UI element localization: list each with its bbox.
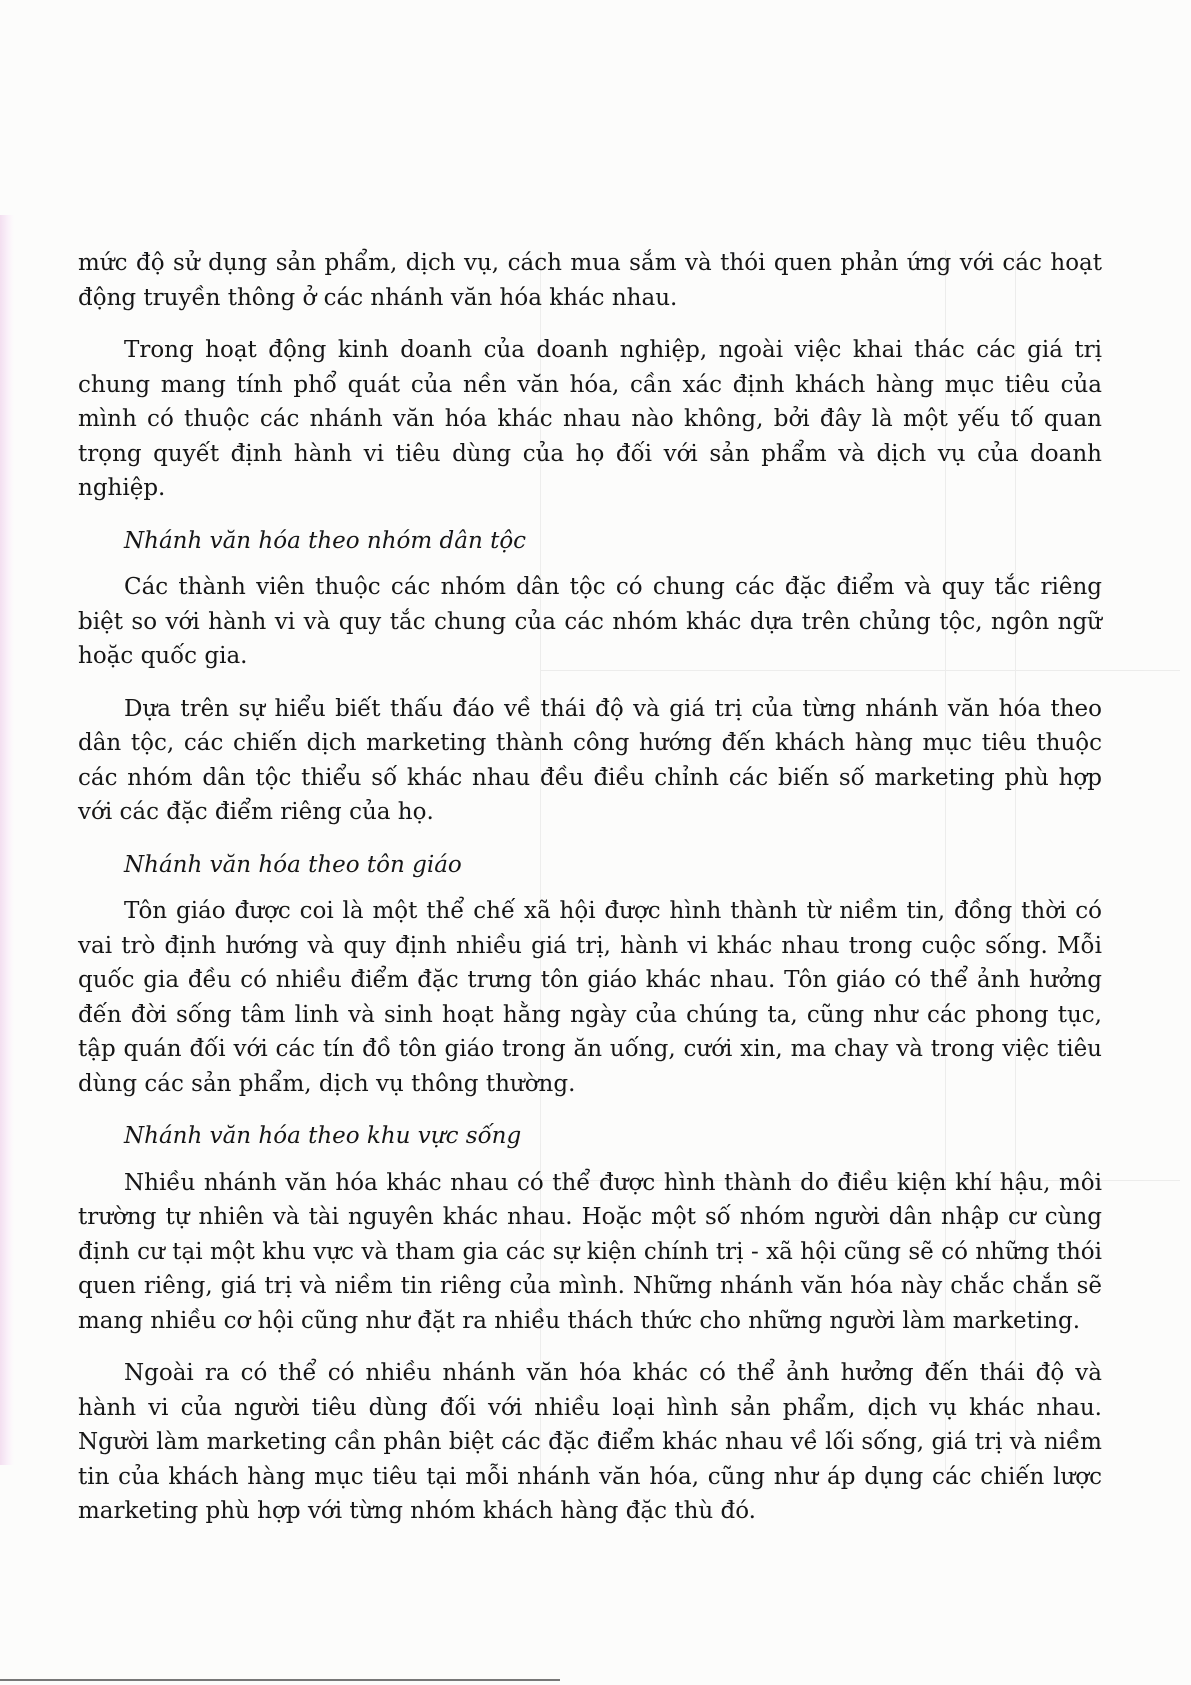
footer-divider: [0, 1679, 560, 1681]
section-heading: Nhánh văn hóa theo khu vực sống: [124, 1123, 522, 1149]
body-paragraph: Nhiều nhánh văn hóa khác nhau có thể được hình thành do điều kiện khí hậu, môi trường tự nhiên và tài nguyên khác nhau. Hoặc một số nhóm người dân nhập cư cùng định cư tại một khu vực và tham gia các sự kiện chính trị - xã hội cũng sẽ có những thói quen riêng, giá trị và niềm tin riêng của mình. Những nhánh văn hóa này chắc chắn sẽ mang nhiều cơ hội cũng như đặt ra nhiều thách thức cho những người làm marketing.: [78, 1169, 1102, 1334]
body-paragraph: mức độ sử dụng sản phẩm, dịch vụ, cách mua sắm và thói quen phản ứng với các hoạt động truyền thông ở các nhánh văn hóa khác nhau.: [78, 250, 1102, 311]
body-paragraph: Các thành viên thuộc các nhóm dân tộc có chung các đặc điểm và quy tắc riêng biệt so với hành vi và quy tắc chung của các nhóm khác dựa trên chủng tộc, ngôn ngữ hoặc quốc gia.: [78, 574, 1102, 669]
section-heading: Nhánh văn hóa theo tôn giáo: [124, 851, 462, 878]
section-heading: Nhánh văn hóa theo nhóm dân tộc: [124, 527, 527, 554]
body-paragraph: Ngoài ra có thể có nhiều nhánh văn hóa khác có thể ảnh hưởng đến thái độ và hành vi của người tiêu dùng đối với nhiều loại hình sản phẩm, dịch vụ khác nhau. Người làm marketing cần phân biệt các đặc điểm khác nhau về lối sống, giá trị và niềm tin của khách hàng mục tiêu tại mỗi nhánh văn hóa, cũng như áp dụng các chiến lược marketing phù hợp với từng nhóm khách hàng đặc thù đó.: [78, 1360, 1102, 1524]
body-paragraph: Dựa trên sự hiểu biết thấu đáo về thái độ và giá trị của từng nhánh văn hóa theo dân tộc, các chiến dịch marketing thành công hướng đến khách hàng mục tiêu thuộc các nhóm dân tộc thiểu số khác nhau đều điều chỉnh các biến số marketing phù hợp với các đặc điểm riêng của họ.: [78, 695, 1102, 825]
body-paragraph: Tôn giáo được coi là một thể chế xã hội được hình thành từ niềm tin, đồng thời có vai trò định hướng và quy định nhiều giá trị, hành vi khác nhau trong cuộc sống. Mỗi quốc gia đều có nhiều điểm đặc trưng tôn giáo khác nhau. Tôn giáo có thể ảnh hưởng đến đời sống tâm linh và sinh hoạt hằng ngày của chúng ta, cũng như các phong tục, tập quán đối với các tín đồ tôn giáo trong ăn uống, cưới xin, ma chay và trong việc tiêu dùng các sản phẩm, dịch vụ thông thường.: [78, 898, 1102, 1097]
page-edge-shadow: [0, 215, 14, 1465]
document-body: [78, 246, 1102, 1547]
body-paragraph: Trong hoạt động kinh doanh của doanh nghiệp, ngoài việc khai thác các giá trị chung mang tính phổ quát của nền văn hóa, cần xác định khách hàng mục tiêu của mình có thuộc các nhánh văn hóa khác nhau nào không, bởi đây là một yếu tố quan trọng quyết định hành vi tiêu dùng của họ đối với sản phẩm và dịch vụ của doanh nghiệp.: [78, 337, 1102, 501]
